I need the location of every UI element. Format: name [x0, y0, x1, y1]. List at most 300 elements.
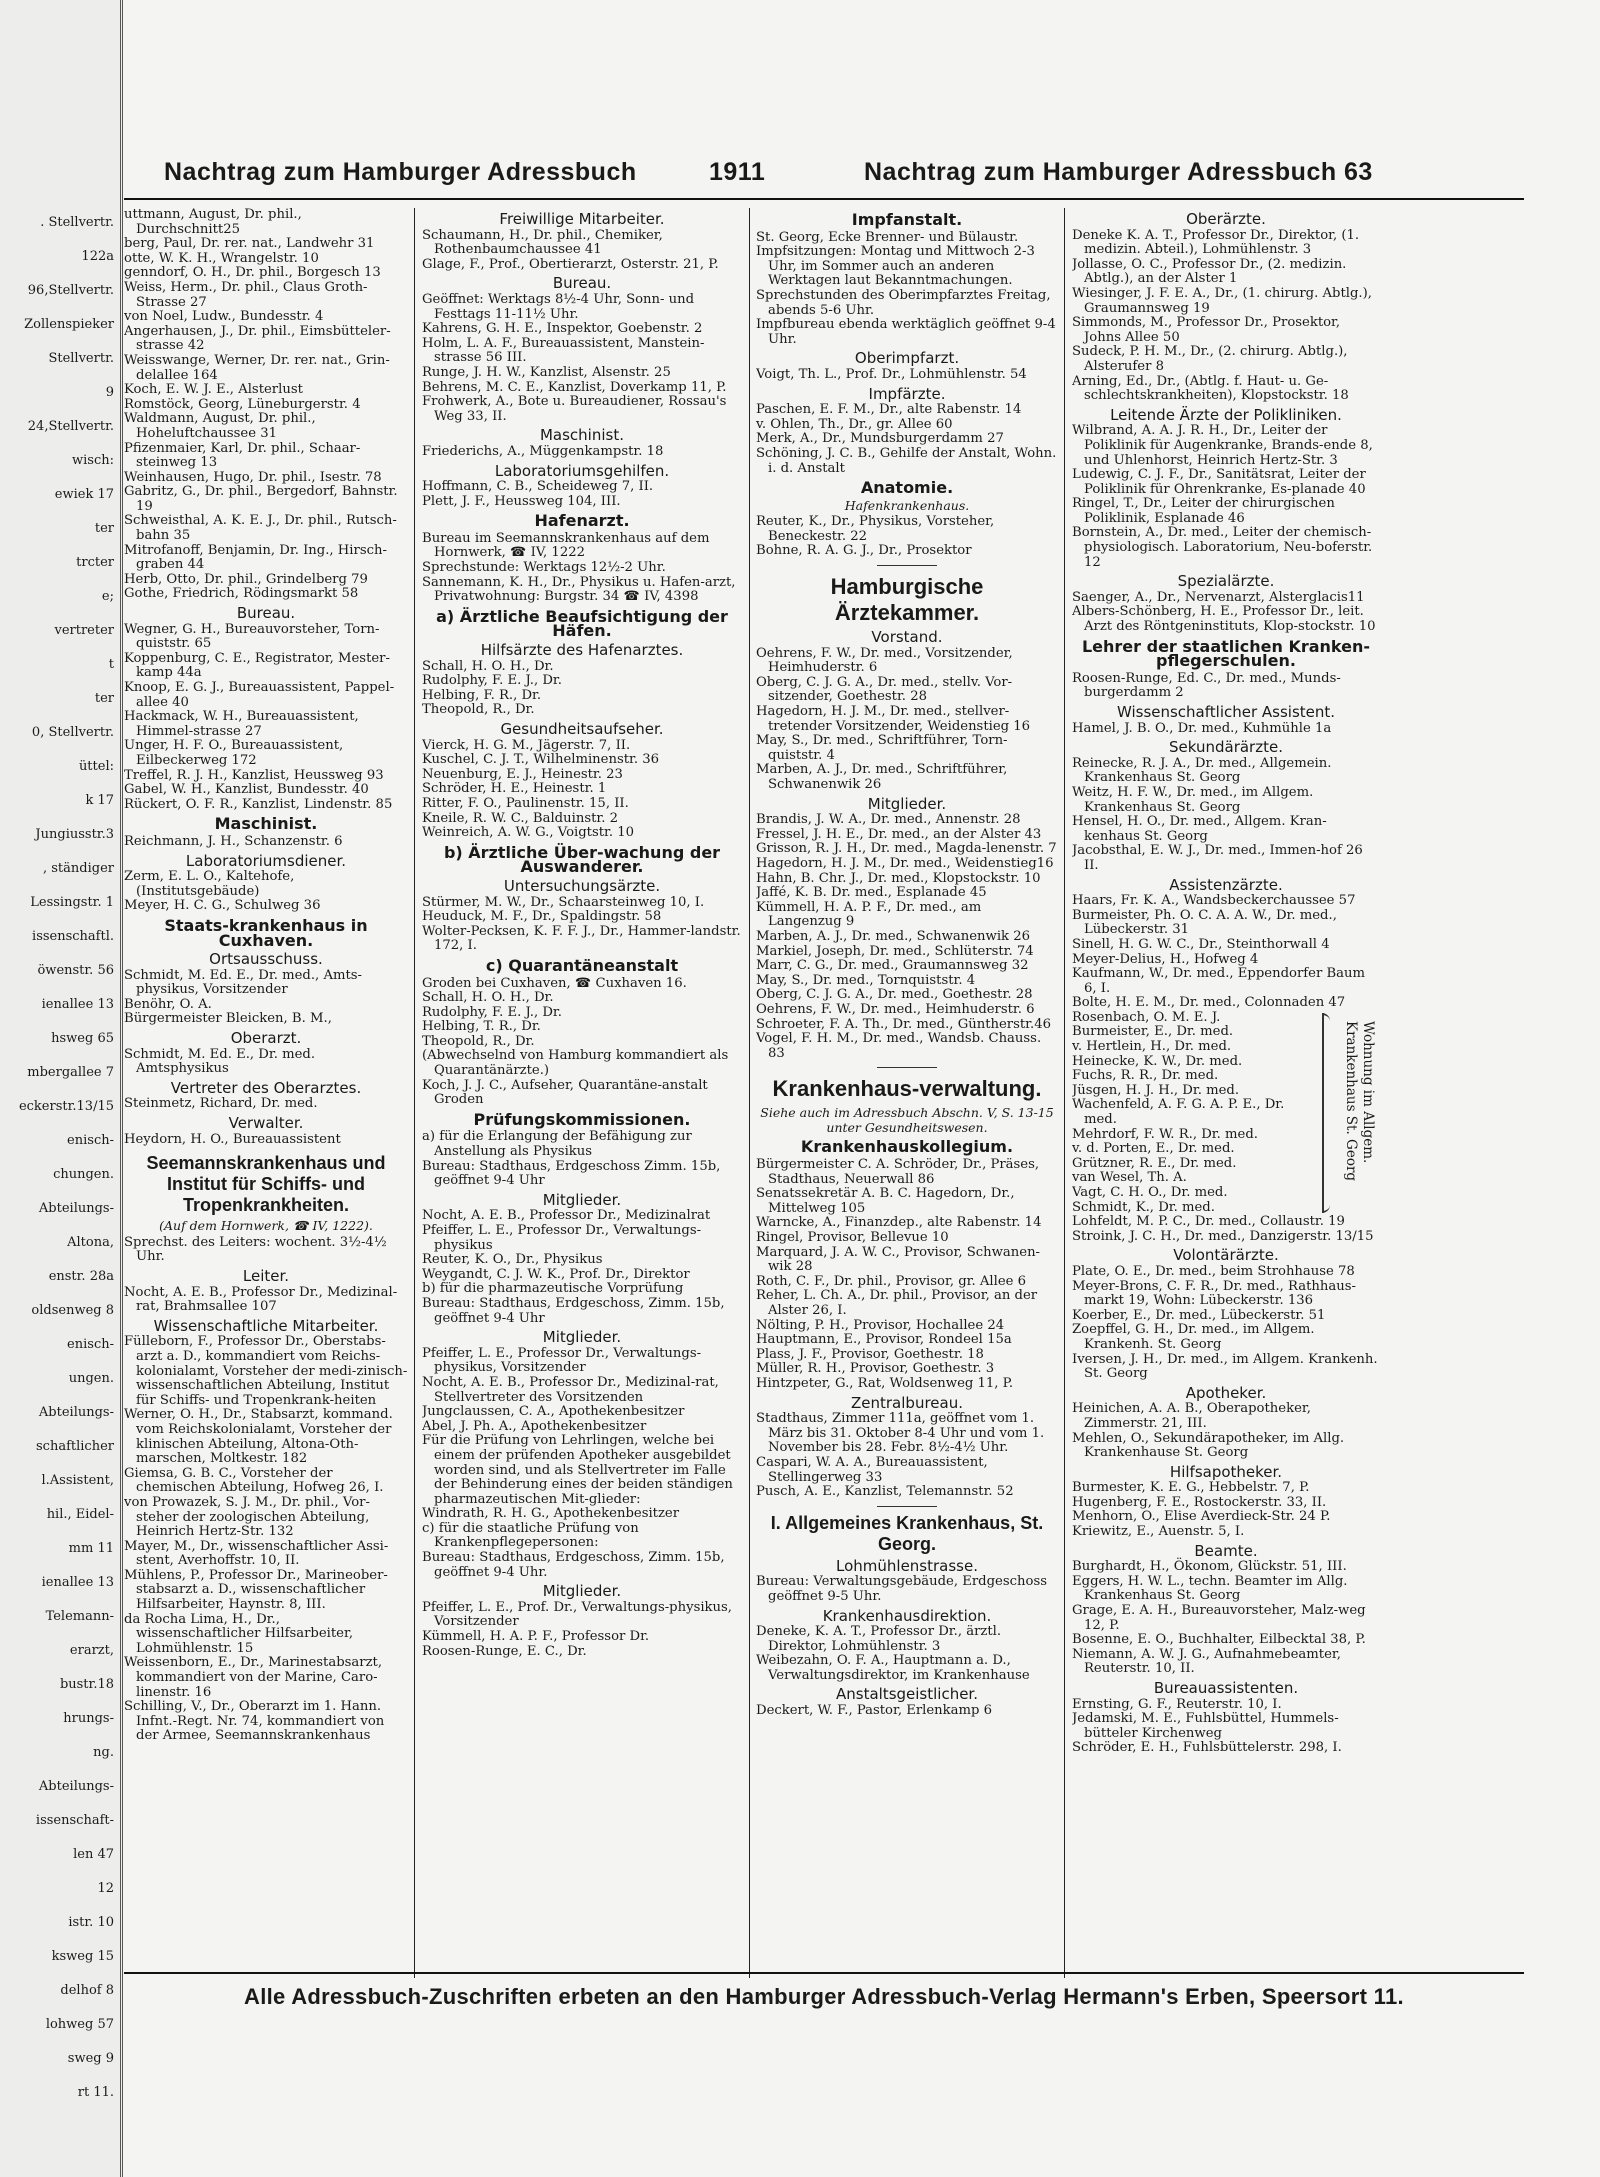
gutter-fragment: istr. 10 — [68, 1915, 114, 1930]
entry: Gothe, Friedrich, Rödingsmarkt 58 — [124, 586, 359, 602]
entry: Mitrofanoff, Benjamin, Dr. Ing., Hirsch-graben 44 — [124, 542, 387, 573]
section-heading: Ortsausschuss. — [209, 950, 323, 969]
entry: Bureau: Stadthaus, Erdgeschoss, Zimm. 15b, geöffnet 9-4 Uhr — [422, 1295, 725, 1326]
section-heading: Vertreter des Oberarztes. — [170, 1078, 362, 1097]
entry: Fuchs, R. R., Dr. med. — [1072, 1068, 1219, 1084]
gutter-fragment: enisch- — [67, 1337, 114, 1352]
entry: Heinecke, K. W., Dr. med. — [1072, 1053, 1243, 1069]
entry: Plass, J. F., Provisor, Goethestr. 18 — [756, 1346, 984, 1362]
section-heading: Prüfungskommissionen. — [473, 1109, 691, 1129]
entry: Friederichs, A., Müggenkampstr. 18 — [422, 443, 664, 459]
entry: Stürmer, M. W., Dr., Schaarsteinweg 10, I. — [422, 894, 705, 910]
entry: Jollasse, O. C., Professor Dr., (2. medizin. Abtlg.), an der Alster 1 — [1072, 256, 1347, 287]
entry: Knoop, E. G. J., Bureauassistent, Pappel-allee 40 — [124, 680, 395, 710]
entry: Stroink, J. C. H., Dr. med., Danzigerstr. 13/15 — [1072, 1228, 1374, 1244]
entry: Bureau: Verwaltungsgebäude, Erdgeschoss geöffnet 9-5 Uhr. — [756, 1574, 1047, 1604]
gutter-fragment: Stellvertr. — [48, 351, 114, 366]
entry: Lohfeldt, M. P. C., Dr. med., Collaustr. 19 — [1072, 1214, 1345, 1230]
entry: genndorf, O. H., Dr. phil., Borgesch 13 — [124, 265, 381, 281]
entry: Deneke, K. A. T., Professor Dr., ärztl. Direktor, Lohmühlenstr. 3 — [756, 1624, 1002, 1654]
gutter-fragment: hil., Eidel- — [46, 1507, 114, 1522]
entry: Oberg, C. J. G. A., Dr. med., stellv. Vor-sitzender, Goethestr. 28 — [756, 674, 1013, 705]
entry: Helbing, T. R., Dr. — [422, 1019, 541, 1035]
entry: Windrath, R. H. G., Apothekenbesitzer — [422, 1506, 680, 1522]
gutter-fragment: 12 — [97, 1881, 114, 1896]
entry: Oehrens, F. W., Dr. med., Heimhuderstr. 6 — [756, 1001, 1035, 1017]
gutter-fragment: üttel: — [78, 759, 114, 774]
entry: Romstöck, Georg, Lüneburgerstr. 4 — [124, 396, 361, 412]
entry: Gabritz, G., Dr. phil., Bergedorf, Bahnstr. 19 — [124, 484, 398, 514]
column-divider — [1064, 208, 1065, 1978]
entry: Roosen-Runge, E. C., Dr. — [422, 1643, 587, 1659]
entry: Plate, O. E., Dr. med., beim Strohhause 78 — [1072, 1263, 1355, 1279]
header-year: 1911 — [709, 158, 766, 186]
section-heading: Maschinist. — [214, 814, 318, 834]
entry: Weisswange, Werner, Dr. rer. nat., Grin-delallee 164 — [124, 352, 390, 383]
entry: Albers-Schönberg, H. E., Professor Dr., leit. Arzt des Röntgeninstituts, Klop-stockstr. 10 — [1072, 604, 1376, 635]
section-heading: Beamte. — [1194, 1541, 1258, 1560]
section-heading: Hilfsapotheker. — [1169, 1462, 1283, 1481]
entry: Bureau im Seemannskrankenhaus auf dem Hornwerk, ☎ IV, 1222 — [422, 530, 710, 561]
gutter-fragment: vertreter — [54, 623, 114, 638]
entry: Waldmann, August, Dr. phil., Hoheluftchaussee 31 — [124, 411, 316, 441]
entry: Herb, Otto, Dr. phil., Grindelberg 79 — [124, 571, 368, 587]
entry: Nocht, A. E. B., Professor Dr., Medizinalrat — [422, 1208, 711, 1224]
footer-rule — [124, 1972, 1524, 1974]
entry: Arning, Ed., Dr., (Abtlg. f. Haut- u. Ge-schlechtskrankheiten), Klopstockstr. 18 — [1072, 373, 1349, 404]
entry: Werner, O. H., Dr., Stabsarzt, kommand. vom Reichskolonialamt, Vorsteher der klinischen Abteilung, Altona-Oth-marschen, Moltkestr. 182 — [124, 1407, 393, 1467]
entry: Fressel, J. H. E., Dr. med., an der Alster 43 — [756, 826, 1042, 842]
section-heading: Freiwillige Mitarbeiter. — [499, 210, 665, 228]
gutter-fragment: hrungs- — [63, 1711, 114, 1726]
entry: Pusch, A. E., Kanzlist, Telemannstr. 52 — [756, 1484, 1014, 1500]
entry: von Prowazek, S. J. M., Dr. phil., Vor-steher der zoologischen Abteilung, Heinrich Hertz-Str. 132 — [124, 1494, 370, 1540]
section-heading: Oberärzte. — [1186, 210, 1266, 228]
column-divider — [749, 208, 750, 1978]
gutter-fragment: trcter — [76, 555, 114, 570]
column-divider — [414, 208, 415, 1978]
entry: Wilbrand, A. A. J. R. H., Dr., Leiter der Poliklinik für Augenkranke, Brands-ende 8, und Uhlenhorst, Heinrich Hertz-Str. 3 — [1072, 423, 1373, 468]
gutter-fragment: 96,Stellvertr. — [27, 283, 114, 298]
section-subheading: Hilfsärzte des Hafenarztes. — [480, 641, 684, 660]
gutter-fragment: 9 — [105, 385, 114, 400]
entry: Sinell, H. G. W. C., Dr., Steinthorwall 4 — [1072, 936, 1330, 952]
entry: Bureau: Stadthaus, Erdgeschoss, Zimm. 15b, geöffnet 9-4 Uhr. — [422, 1550, 725, 1580]
entry: Schmidt, K., Dr. med. — [1072, 1199, 1215, 1215]
section-heading: Spezialärzte. — [1177, 572, 1275, 591]
entry: Deneke K. A. T., Professor Dr., Direktor, (1. medizin. Abteil.), Lohmühlenstr. 3 — [1072, 227, 1360, 258]
entry: Ringel, Provisor, Bellevue 10 — [756, 1230, 949, 1246]
entry: Hamel, J. B. O., Dr. med., Kuhmühle 1a — [1072, 720, 1332, 736]
entry: Deckert, W. F., Pastor, Erlenkamp 6 — [756, 1703, 993, 1719]
entry: Impfsitzungen: Montag und Mittwoch 2-3 Uhr, im Sommer auch an anderen Werktagen laut Bekanntmachungen. — [756, 244, 1035, 289]
entry: Markiel, Joseph, Dr. med., Schlüterstr. 74 — [756, 943, 1034, 959]
gutter-fragment: l.Assistent, — [41, 1473, 114, 1488]
gutter-fragment: ienallee 13 — [41, 997, 114, 1012]
entry: da Rocha Lima, H., Dr., wissenschaftlicher Hilfsarbeiter, Lohmühlenstr. 15 — [124, 1611, 354, 1656]
section-heading: Mitglieder. — [542, 1328, 622, 1347]
entry: Rudolphy, F. E. J., Dr. — [422, 673, 562, 689]
entry: Eggers, H. W. L., techn. Beamter im Allg. Krankenhaus St. Georg — [1072, 1573, 1348, 1604]
entry: Saenger, A., Dr., Nervenarzt, Alsterglacis11 — [1072, 589, 1365, 605]
header-left-title: Nachtrag zum Hamburger Adressbuch — [164, 158, 637, 186]
entry: Plett, J. F., Heussweg 104, III. — [422, 493, 621, 509]
gutter-fragment: erarzt, — [69, 1643, 114, 1658]
bracket-group — [1072, 1011, 1380, 1215]
section-title: Seemannskrankenhaus und Institut für Schiffs- und Tropenkrankheiten. — [146, 1153, 386, 1216]
entry: Hintzpeter, G., Rat, Woldsenweg 11, P. — [756, 1375, 1014, 1391]
entry: b) für die pharmazeutische Vorprüfung — [422, 1281, 684, 1297]
section-heading: Impfärzte. — [868, 384, 946, 403]
gutter-fragment: 0, Stellvertr. — [31, 725, 114, 740]
entry: Hagedorn, H. J. M., Dr. med., Weidenstieg16 — [756, 855, 1054, 871]
entry: Hugenberg, F. E., Rostockerstr. 33, II. — [1072, 1494, 1327, 1510]
column-3 — [756, 208, 1058, 1968]
note: Siehe auch im Adressbuch Abschn. V, S. 13-15 unter Gesundheitswesen. — [760, 1105, 1054, 1135]
entry: Voigt, Th. L., Prof. Dr., Lohmühlenstr. 54 — [756, 366, 1027, 382]
entry: Mehrdorf, F. W. R., Dr. med. — [1072, 1126, 1258, 1142]
gutter-fragment: oldsenweg 8 — [31, 1303, 114, 1318]
gutter-fragment: mbergallee 7 — [27, 1065, 114, 1080]
section-rule — [877, 1506, 937, 1507]
gutter-fragment: ungen. — [68, 1371, 114, 1386]
gutter-fragment: 122a — [81, 249, 114, 264]
entry: Marben, A. J., Dr. med., Schriftführer, Schwanenwik 26 — [756, 762, 1008, 792]
page-header — [124, 158, 1524, 192]
entry: (Abwechselnd von Hamburg kommandiert als Quarantänärzte.) — [422, 1048, 729, 1079]
entry: Vogel, F. H. M., Dr. med., Wandsb. Chauss. 83 — [756, 1031, 1042, 1061]
gutter-fragment: len 47 — [73, 1847, 114, 1862]
section-heading: Oberimpfarzt. — [854, 349, 960, 368]
bracket-note: Wohnung im Allgem. Krankenhaus St. Georg — [1343, 1020, 1376, 1181]
gutter-fragment: eckerstr.13/15 — [18, 1099, 114, 1114]
entry: Niemann, A. W. J. G., Aufnahmebeamter, Reuterstr. 10, II. — [1072, 1646, 1341, 1677]
entry: Nocht, A. E. B., Professor Dr., Medizinal-rat, Brahmsallee 107 — [124, 1284, 398, 1315]
section-heading: Mitglieder. — [542, 1582, 622, 1601]
entry: Weinreich, A. W. G., Voigtstr. 10 — [422, 825, 635, 841]
entry: Hensel, H. O., Dr. med., Allgem. Kran-kenhaus St. Georg — [1072, 814, 1327, 844]
section-heading: Lehrer der staatlichen Kranken-pflegerschulen. — [1081, 636, 1371, 671]
gutter-fragment: ewiek 17 — [54, 487, 114, 502]
gutter-fragment: k 17 — [85, 793, 114, 808]
entry: Schaumann, H., Dr. phil., Chemiker, Rothenbaumchaussee 41 — [422, 227, 663, 258]
entry: Bohne, R. A. G. J., Dr., Prosektor — [756, 543, 972, 559]
gutter-fragment: enstr. 28a — [48, 1269, 114, 1284]
entry: von Noel, Ludw., Bundesstr. 4 — [124, 309, 324, 325]
section-heading: Wissenschaftliche Mitarbeiter. — [153, 1316, 379, 1335]
entry: Zerm, E. L. O., Kaltehofe, (Institutsgebäude) — [124, 869, 295, 899]
entry: Jedamski, M. E., Fuhlsbüttel, Hummels-bütteler Kirchenweg — [1072, 1711, 1339, 1741]
entry: Burghardt, H., Ökonom, Glückstr. 51, III. — [1072, 1559, 1347, 1575]
gutter-fragment: wisch: — [72, 453, 114, 468]
section-heading: Assistenzärzte. — [1169, 875, 1283, 894]
gutter-fragment: mm 11 — [68, 1541, 114, 1556]
entry: Burmeister, Ph. O. C. A. A. W., Dr. med., Lübeckerstr. 31 — [1072, 907, 1337, 938]
entry: Koch, J. J. C., Aufseher, Quarantäne-anstalt Groden — [422, 1077, 708, 1108]
gutter-fragment: Jungiusstr.3 — [35, 827, 114, 842]
entry: Senatssekretär A. B. C. Hagedorn, Dr., Mittelweg 105 — [756, 1186, 1015, 1216]
entry: Benöhr, O. A. — [124, 996, 212, 1012]
entry: Rückert, O. F. R., Kanzlist, Lindenstr. 85 — [124, 796, 393, 812]
entry: van Wesel, Th. A. — [1072, 1170, 1187, 1186]
entry: Bureau: Stadthaus, Erdgeschoss Zimm. 15b, geöffnet 9-4 Uhr — [422, 1158, 721, 1189]
entry: Grützner, R. E., Dr. med. — [1072, 1155, 1237, 1171]
section-heading: Leiter. — [242, 1267, 290, 1285]
entry: Grisson, R. J. H., Dr. med., Magda-lenenstr. 7 — [756, 841, 1057, 857]
section-heading: Sekundärärzte. — [1169, 738, 1283, 757]
entry: Unger, H. F. O., Bureauassistent, Eilbeckerweg 172 — [124, 738, 344, 768]
entry: Grage, E. A. H., Bureauvorsteher, Malz-weg 12, P. — [1072, 1603, 1366, 1633]
gutter-fragment: Zollenspieker — [24, 317, 114, 332]
gutter-fragment: Abteilungs- — [38, 1779, 114, 1794]
entry: Roth, C. F., Dr. phil., Provisor, gr. Allee 6 — [756, 1273, 1027, 1289]
entry: Oberg, C. J. G. A., Dr. med., Goethestr. 28 — [756, 987, 1033, 1003]
section-heading: Bureau. — [552, 274, 612, 293]
entry: Weibezahn, O. F. A., Hauptmann a. D., Verwaltungsdirektor, im Krankenhause — [756, 1653, 1030, 1683]
entry: Menhorn, O., Elise Averdieck-Str. 24 P. — [1072, 1509, 1331, 1525]
gutter-fragment: sweg 9 — [67, 2051, 114, 2066]
entry: Burmester, K. E. G., Hebbelstr. 7, P. — [1072, 1480, 1310, 1496]
entry: Meyer, H. C. G., Schulweg 36 — [124, 898, 321, 914]
entry: Schroeter, F. A. Th., Dr. med., Güntherstr.46 — [756, 1016, 1052, 1032]
entry: Reher, L. Ch. A., Dr. phil., Provisor, an der Alster 26, I. — [756, 1288, 1038, 1318]
entry: Heydorn, H. O., Bureauassistent — [124, 1131, 341, 1147]
entry: Reuter, K., Dr., Physikus, Vorsteher, Beneckestr. 22 — [756, 514, 995, 544]
entry: Heinichen, A. A. B., Oberapotheker, Zimmerstr. 21, III. — [1072, 1401, 1311, 1431]
gutter-fragment: t — [108, 657, 114, 672]
entry: Oehrens, F. W., Dr. med., Vorsitzender, Heimhuderstr. 6 — [756, 645, 1013, 676]
gutter-fragment: e; — [101, 589, 114, 604]
gutter-fragment: hsweg 65 — [51, 1031, 114, 1046]
entry: Nölting, P. H., Provisor, Hochallee 24 — [756, 1317, 1005, 1333]
section-title: Krankenhaus-verwaltung. — [772, 1076, 1042, 1102]
section-heading: Verwalter. — [228, 1114, 304, 1133]
entry: Treffel, R. J. H., Kanzlist, Heussweg 93 — [124, 767, 384, 783]
section-heading: Zentralbureau. — [851, 1393, 963, 1412]
entry: Kaufmann, W., Dr. med., Eppendorfer Baum 6, I. — [1072, 966, 1366, 996]
entry: Simmonds, M., Professor Dr., Prosektor, Johns Allee 50 — [1072, 315, 1341, 345]
entry: Glage, F., Prof., Obertierarzt, Osterstr. 21, P. — [422, 256, 719, 272]
entry: Rosenbach, O. M. E. J. — [1072, 1009, 1221, 1025]
entry: Caspari, W. A. A., Bureauassistent, Stellingerweg 33 — [756, 1454, 988, 1485]
entry: Reuter, K. O., Dr., Physikus — [422, 1252, 603, 1268]
entry: Brandis, J. W. A., Dr. med., Annenstr. 28 — [756, 812, 1021, 828]
gutter-fragment: . Stellvertr. — [40, 215, 114, 230]
column-4 — [1072, 208, 1380, 1968]
entry: c) für die staatliche Prüfung von Krankenpflegepersonen: — [422, 1520, 639, 1551]
entry: Groden bei Cuxhaven, ☎ Cuxhaven 16. — [422, 975, 687, 991]
section-heading: Bureauassistenten. — [1153, 1679, 1299, 1697]
directory-page — [124, 60, 1524, 2080]
gutter-fragment: Abteilungs- — [38, 1201, 114, 1216]
gutter-fragment: Lessingstr. 1 — [30, 895, 114, 910]
entry: Kahrens, G. H. E., Inspektor, Goebenstr. 2 — [422, 321, 703, 337]
entry: Bornstein, A., Dr. med., Leiter der chemisch-physiologisch. Laboratorium, Neu-boferstr. 12 — [1072, 525, 1373, 570]
entry: Frohwerk, A., Bote u. Bureaudiener, Rossau's Weg 33, II. — [422, 394, 727, 424]
entry: berg, Paul, Dr. rer. nat., Landwehr 31 — [124, 236, 375, 252]
address-line: (Auf dem Hornwerk, ☎ IV, 1222). — [159, 1218, 373, 1234]
section-heading: Oberarzt. — [230, 1029, 302, 1048]
entry: Ringel, T., Dr., Leiter der chirurgischen Poliklinik, Esplanade 46 — [1072, 496, 1335, 526]
entry: Kneile, R. W. C., Balduinstr. 2 — [422, 810, 619, 826]
section-heading: b) Ärztliche Über-wachung der Auswanderer. — [443, 842, 721, 877]
gutter-fragment: Abteilungs- — [38, 1405, 114, 1420]
facing-page-edge — [0, 0, 123, 2177]
entry: Jungclaussen, C. A., Apothekenbesitzer — [422, 1404, 685, 1420]
entry: Schmidt, M. Ed. E., Dr. med. Amtsphysikus — [124, 1046, 316, 1077]
section-heading: Anstaltsgeistlicher. — [835, 1685, 978, 1704]
entry: St. Georg, Ecke Brenner- und Bülaustr. — [756, 229, 1019, 245]
section-heading: Mitglieder. — [542, 1190, 622, 1209]
entry: Vagt, C. H. O., Dr. med. — [1072, 1185, 1228, 1200]
entry: Hoffmann, C. B., Scheideweg 7, II. — [422, 479, 654, 495]
section-title: I. Allgemeines Krankenhaus, St. Georg. — [770, 1512, 1044, 1554]
entry: Schöning, J. C. B., Gehilfe der Anstalt, Wohn. i. d. Anstalt — [756, 445, 1057, 476]
entry: Weinhausen, Hugo, Dr. phil., Isestr. 78 — [124, 469, 382, 485]
column-2 — [422, 208, 742, 1968]
entry: Giemsa, G. B. C., Vorsteher der chemischen Abteilung, Hofweg 26, I. — [124, 1465, 384, 1496]
entry: Merk, A., Dr., Mundsburgerdamm 27 — [756, 431, 1004, 447]
entry: Neuenburg, E. J., Heinestr. 23 — [422, 766, 623, 782]
entry: Wegner, G. H., Bureauvorsteher, Torn-quiststr. 65 — [124, 621, 380, 652]
section-heading: c) Quarantäneanstalt — [485, 955, 679, 975]
gutter-fragment: rt 11. — [77, 2085, 114, 2100]
entry: v. Hertlein, H., Dr. med. — [1072, 1039, 1232, 1055]
header-rule — [124, 198, 1524, 200]
section-heading: Hafenarzt. — [534, 511, 630, 531]
gutter-fragment: ter — [94, 521, 114, 536]
entry: Sprechst. des Leiters: wochent. 3½-4½ Uhr. — [124, 1234, 387, 1265]
entry: Mühlens, P., Professor Dr., Marineober-stabsarzt a. D., wissenschaftlicher Hilfsarbeiter, Haynstr. 8, III. — [124, 1567, 388, 1613]
entry: Geöffnet: Werktags 8½-4 Uhr, Sonn- und Festtags 11-11½ Uhr. — [422, 291, 695, 322]
section-title: Hamburgische Ärztekammer. — [830, 574, 984, 626]
entry: May, S., Dr. med., Tornquiststr. 4 — [756, 972, 976, 988]
entry: otte, W. K. H., Wrangelstr. 10 — [124, 250, 319, 266]
gutter-fragment: ng. — [93, 1745, 114, 1760]
entry: Sprechstunde: Werktags 12½-2 Uhr. — [422, 560, 666, 576]
bracket-mark — [1322, 1013, 1330, 1213]
entry: Bürgermeister Bleicken, B. M., — [124, 1011, 332, 1027]
entry: Pfeiffer, L. E., Prof. Dr., Verwaltungs-physikus, Vorsitzender — [422, 1599, 732, 1630]
entry: Koerber, E., Dr. med., Lübeckerstr. 51 — [1072, 1307, 1326, 1323]
entry: Behrens, M. C. E., Kanzlist, Doverkamp 11, P. — [422, 379, 727, 395]
section-heading: Leitende Ärzte der Polikliniken. — [1110, 405, 1342, 424]
entry: Abel, J. Ph. A., Apothekenbesitzer — [422, 1418, 647, 1434]
entry: Hahn, B. Chr. J., Dr. med., Klopstockstr. 10 — [756, 870, 1041, 886]
entry: Holm, L. A. F., Bureauassistent, Manstein-strasse 56 III. — [422, 335, 705, 366]
entry: v. Ohlen, Th., Dr., gr. Allee 60 — [756, 416, 953, 432]
entry: Kuschel, C. J. T., Wilhelminenstr. 36 — [422, 752, 660, 768]
entry: Fülleborn, F., Professor Dr., Oberstabs-arzt a. D., kommandiert vom Reichs-kolonialamt, Vorsteher der medi-zinisch-wissenschaftlichen Abteilung, Institut für Schiffs- und Tropenkrank-heiten — [124, 1334, 408, 1408]
column-1 — [124, 208, 408, 1968]
entry: Bürgermeister C. A. Schröder, Dr., Präses, Stadthaus, Neuerwall 86 — [756, 1157, 1040, 1187]
section-heading: Apotheker. — [1185, 1383, 1267, 1402]
page-number: 63 — [1344, 158, 1373, 186]
gutter-fragment: bustr.18 — [59, 1677, 114, 1692]
entry: May, S., Dr. med., Schriftführer, Torn-quiststr. 4 — [756, 733, 1008, 763]
entry: Marben, A. J., Dr. med., Schwanenwik 26 — [756, 928, 1030, 944]
entry: Meyer-Brons, C. F. R., Dr. med., Rathhaus-markt 19, Wohn: Lübeckerstr. 136 — [1072, 1278, 1356, 1309]
section-heading: Laboratoriumsgehilfen. — [494, 461, 670, 480]
entry: Jacobsthal, E. W. J., Dr. med., Immen-hof 26 II. — [1072, 843, 1363, 873]
entry: Schall, H. O. H., Dr. — [422, 658, 554, 674]
entry: Für die Prüfung von Lehrlingen, welche bei einem der prüfenden Apotheker ausgebildet worden sind, und als Stellvertreter im Falle der Behinderung eines der beiden ständigen pharmazeutischen Mit-glieder: — [422, 1433, 733, 1507]
entry: Heuduck, M. F., Dr., Spaldingstr. 58 — [422, 909, 662, 925]
entry: Schilling, V., Dr., Oberarzt im 1. Hann. Infnt.-Regt. Nr. 74, kommandiert von der Armee, Seemannskrankenhaus — [124, 1699, 385, 1744]
entry: Hauptmann, E., Provisor, Rondeel 15a — [756, 1332, 1012, 1348]
entry: Sudeck, P. H. M., Dr., (2. chirurg. Abtlg.), Alsterufer 8 — [1072, 344, 1348, 374]
entry: Gabel, W. H., Kanzlist, Bundesstr. 40 — [124, 782, 369, 798]
entry: Iversen, J. H., Dr. med., im Allgem. Krankenh. St. Georg — [1072, 1351, 1378, 1382]
gutter-fragment: issenschaft- — [35, 1813, 114, 1828]
section-heading: Krankenhausdirektion. — [822, 1606, 992, 1625]
entry: Weissenborn, E., Dr., Marinestabsarzt, kommandiert von der Marine, Caro-linenstr. 16 — [124, 1655, 383, 1700]
section-subheading: Hafenkrankenhaus. — [844, 497, 970, 513]
entry: Schmidt, M. Ed. E., Dr. med., Amts-physikus, Vorsitzender — [124, 967, 362, 998]
section-heading: Volontärärzte. — [1173, 1246, 1279, 1265]
entry: Weitz, H. F. W., Dr. med., im Allgem. Krankenhaus St. Georg — [1072, 784, 1314, 815]
section-heading: Krankenhauskollegium. — [800, 1137, 1014, 1157]
section-heading: Bureau. — [236, 604, 296, 623]
entry: Steinmetz, Richard, Dr. med. — [124, 1096, 318, 1112]
entry: Pfeiffer, L. E., Professor Dr., Verwaltungs-physikus, Vorsitzender — [422, 1345, 702, 1376]
entry: Angerhausen, J., Dr. phil., Eimsbütteler-strasse 42 — [124, 323, 391, 354]
entry: Kümmell, H. A. P. F., Professor Dr. — [422, 1629, 650, 1645]
entry: Ludewig, C. J. F., Dr., Sanitätsrat, Leiter der Poliklinik für Ohrenkranke, Es-planade 40 — [1072, 467, 1366, 497]
entry: Theopold, R., Dr. — [422, 702, 535, 718]
entry: Nocht, A. E. B., Professor Dr., Medizinal-rat, Stellvertreter des Vorsitzenden — [422, 1374, 719, 1405]
section-heading: a) Ärztliche Beaufsichtigung der Häfen. — [436, 606, 728, 641]
entry: Hackmack, W. H., Bureauassistent, Himmel-strasse 27 — [124, 709, 359, 739]
entry: Roosen-Runge, Ed. C., Dr. med., Munds-burgerdamm 2 — [1072, 670, 1341, 701]
entry: Schweisthal, A. K. E. J., Dr. phil., Rutsch-bahn 35 — [124, 513, 397, 544]
entry: Marquard, J. A. W. C., Provisor, Schwanen-wik 28 — [756, 1244, 1041, 1275]
entry: Hagedorn, H. J. M., Dr. med., stellver-tretender Vorsitzender, Weidenstieg 16 — [756, 704, 1031, 734]
gutter-fragment: Telemann- — [45, 1609, 114, 1624]
entry: Wiesinger, J. F. E. A., Dr., (1. chirurg. Abtlg.), Graumannsweg 19 — [1072, 285, 1372, 316]
section-subheading: Lohmühlenstrasse. — [836, 1556, 978, 1575]
section-heading: Laboratoriumsdiener. — [185, 851, 347, 870]
entry: Ritter, F. O., Paulinenstr. 15, II. — [422, 795, 629, 811]
page-footer: Alle Adressbuch-Zuschriften erbeten an den Hamburger Adressbuch-Verlag Hermann's Erben, Speersort 11. — [244, 1984, 1404, 2009]
entry: Wachenfeld, A. F. G. A. P. E., Dr. med. — [1072, 1097, 1285, 1128]
entry: Müller, R. H., Provisor, Goethestr. 3 — [756, 1361, 995, 1377]
section-heading: Vorstand. — [871, 628, 943, 647]
entry: Schröder, H. E., Heinestr. 1 — [422, 781, 607, 797]
entry: uttmann, August, Dr. phil., Durchschnitt25 — [124, 208, 302, 237]
section-heading: Anatomie. — [860, 478, 954, 498]
entry: Pfizenmaier, Karl, Dr. phil., Schaar-steinweg 13 — [124, 440, 361, 471]
gutter-fragment: , ständiger — [43, 861, 114, 876]
entry: Schall, H. O. H., Dr. — [422, 990, 554, 1006]
entry: Mehlen, O., Sekundärapotheker, im Allg. Krankenhause St. Georg — [1072, 1430, 1345, 1461]
gutter-fragment: ksweg 15 — [51, 1949, 114, 1964]
entry: Jaffé, K. B. Dr. med., Esplanade 45 — [756, 885, 987, 901]
entry: Bosenne, E. O., Buchhalter, Eilbecktal 38, P. — [1072, 1632, 1366, 1648]
gutter-fragment: chungen. — [53, 1167, 114, 1182]
entry: Jüsgen, H. J. H., Dr. med. — [1072, 1082, 1240, 1098]
gutter-fragment: delhof 8 — [60, 1983, 114, 1998]
entry: Rudolphy, F. E. J., Dr. — [422, 1004, 562, 1020]
section-heading: Mitglieder. — [867, 794, 947, 813]
entry: Pfeiffer, L. E., Professor Dr., Verwaltungs-physikus — [422, 1223, 702, 1253]
section-heading: Wissenschaftlicher Assistent. — [1116, 703, 1336, 721]
section-heading: Maschinist. — [539, 426, 624, 445]
entry: Wolter-Pecksen, K. F. F. J., Dr., Hammer-landstr. 172, I. — [422, 923, 741, 954]
entry: Sprechstunden des Oberimpfarztes Freitag, abends 5-6 Uhr. — [756, 287, 1051, 318]
entry: Runge, J. H. W., Kanzlist, Alsenstr. 25 — [422, 364, 671, 380]
entry: Sannemann, K. H., Dr., Physikus u. Hafen-arzt, Privatwohnung: Burgstr. 34 ☎ IV, 4398 — [422, 574, 736, 605]
